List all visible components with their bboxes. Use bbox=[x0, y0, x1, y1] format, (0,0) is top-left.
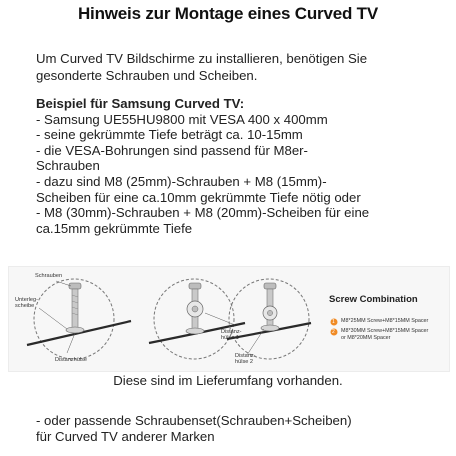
label-unterlegscheibe bbox=[15, 297, 38, 310]
circle-spacer-2 bbox=[227, 279, 311, 359]
example-line: - seine gekrümmte Tiefe beträgt ca. 10-15mm bbox=[36, 127, 303, 143]
label-distanzhuelse-1 bbox=[221, 329, 242, 342]
label-line: Distanz- bbox=[221, 329, 242, 335]
example-line: Schrauben bbox=[36, 158, 100, 174]
label-distanzhuelse-2 bbox=[235, 353, 256, 366]
included-note: Diese sind im Lieferumfang vorhanden. bbox=[113, 373, 343, 388]
circle-screw-washer bbox=[27, 279, 131, 359]
example-line: - M8 (30mm)-Schrauben + M8 (20mm)-Scheiben für eine bbox=[36, 205, 370, 221]
label-line: scheibe bbox=[15, 303, 35, 310]
label-line: Distanz- bbox=[235, 353, 256, 359]
example-line: ca.15mm gekrümmte Tiefe bbox=[36, 220, 193, 236]
label-line: hülse 2 bbox=[235, 359, 254, 366]
combination-item-1 bbox=[341, 318, 428, 325]
combination-item-2 bbox=[341, 328, 428, 341]
example-heading: Beispiel für Samsung Curved TV: bbox=[36, 96, 245, 111]
label-distanzhuelse: Distanzhülse bbox=[55, 357, 88, 363]
example-section bbox=[36, 96, 454, 236]
label-line: hülse 1 bbox=[221, 335, 240, 342]
intro-line: Um Curved TV Bildschirme zu installieren, benötigen Sie bbox=[36, 51, 368, 66]
example-line: Scheiben für eine ca.10mm gekrümmte Tiefe nötig oder bbox=[36, 189, 361, 205]
example-line: - Samsung UE55HU9800 mit VESA 400 x 400mm bbox=[36, 111, 328, 127]
combination-text: M8*25MM Screw+M8*15MM Spacer bbox=[341, 318, 429, 324]
label-line: Unterleg- bbox=[15, 297, 39, 303]
intro-paragraph bbox=[36, 50, 451, 84]
example-line: - die VESA-Bohrungen sind passend für M8er- bbox=[36, 142, 308, 158]
label-schrauben: Schrauben bbox=[35, 273, 63, 279]
other-line: für Curved TV anderer Marken bbox=[36, 429, 215, 445]
intro-line: gesonderte Schrauben und Scheiben. bbox=[36, 68, 258, 83]
circle-spacer-1 bbox=[149, 279, 245, 359]
badge-2-number: 2 bbox=[332, 329, 335, 335]
screw-combination-title: Screw Combination bbox=[329, 294, 418, 305]
page-title: Hinweis zur Montage eines Curved TV bbox=[77, 4, 378, 23]
other-brands-note bbox=[36, 413, 451, 446]
combination-text: or M8*20MM Spacer bbox=[341, 334, 391, 341]
other-line: - oder passende Schraubenset(Schrauben+Scheiben) bbox=[36, 413, 352, 428]
example-line: - dazu sind M8 (25mm)-Schrauben + M8 (15mm)- bbox=[36, 173, 327, 189]
badge-1-number: 1 bbox=[332, 319, 335, 325]
combination-text: M8*30MM Screw+M8*15MM Spacer bbox=[341, 328, 429, 334]
screw-diagram bbox=[8, 266, 450, 372]
